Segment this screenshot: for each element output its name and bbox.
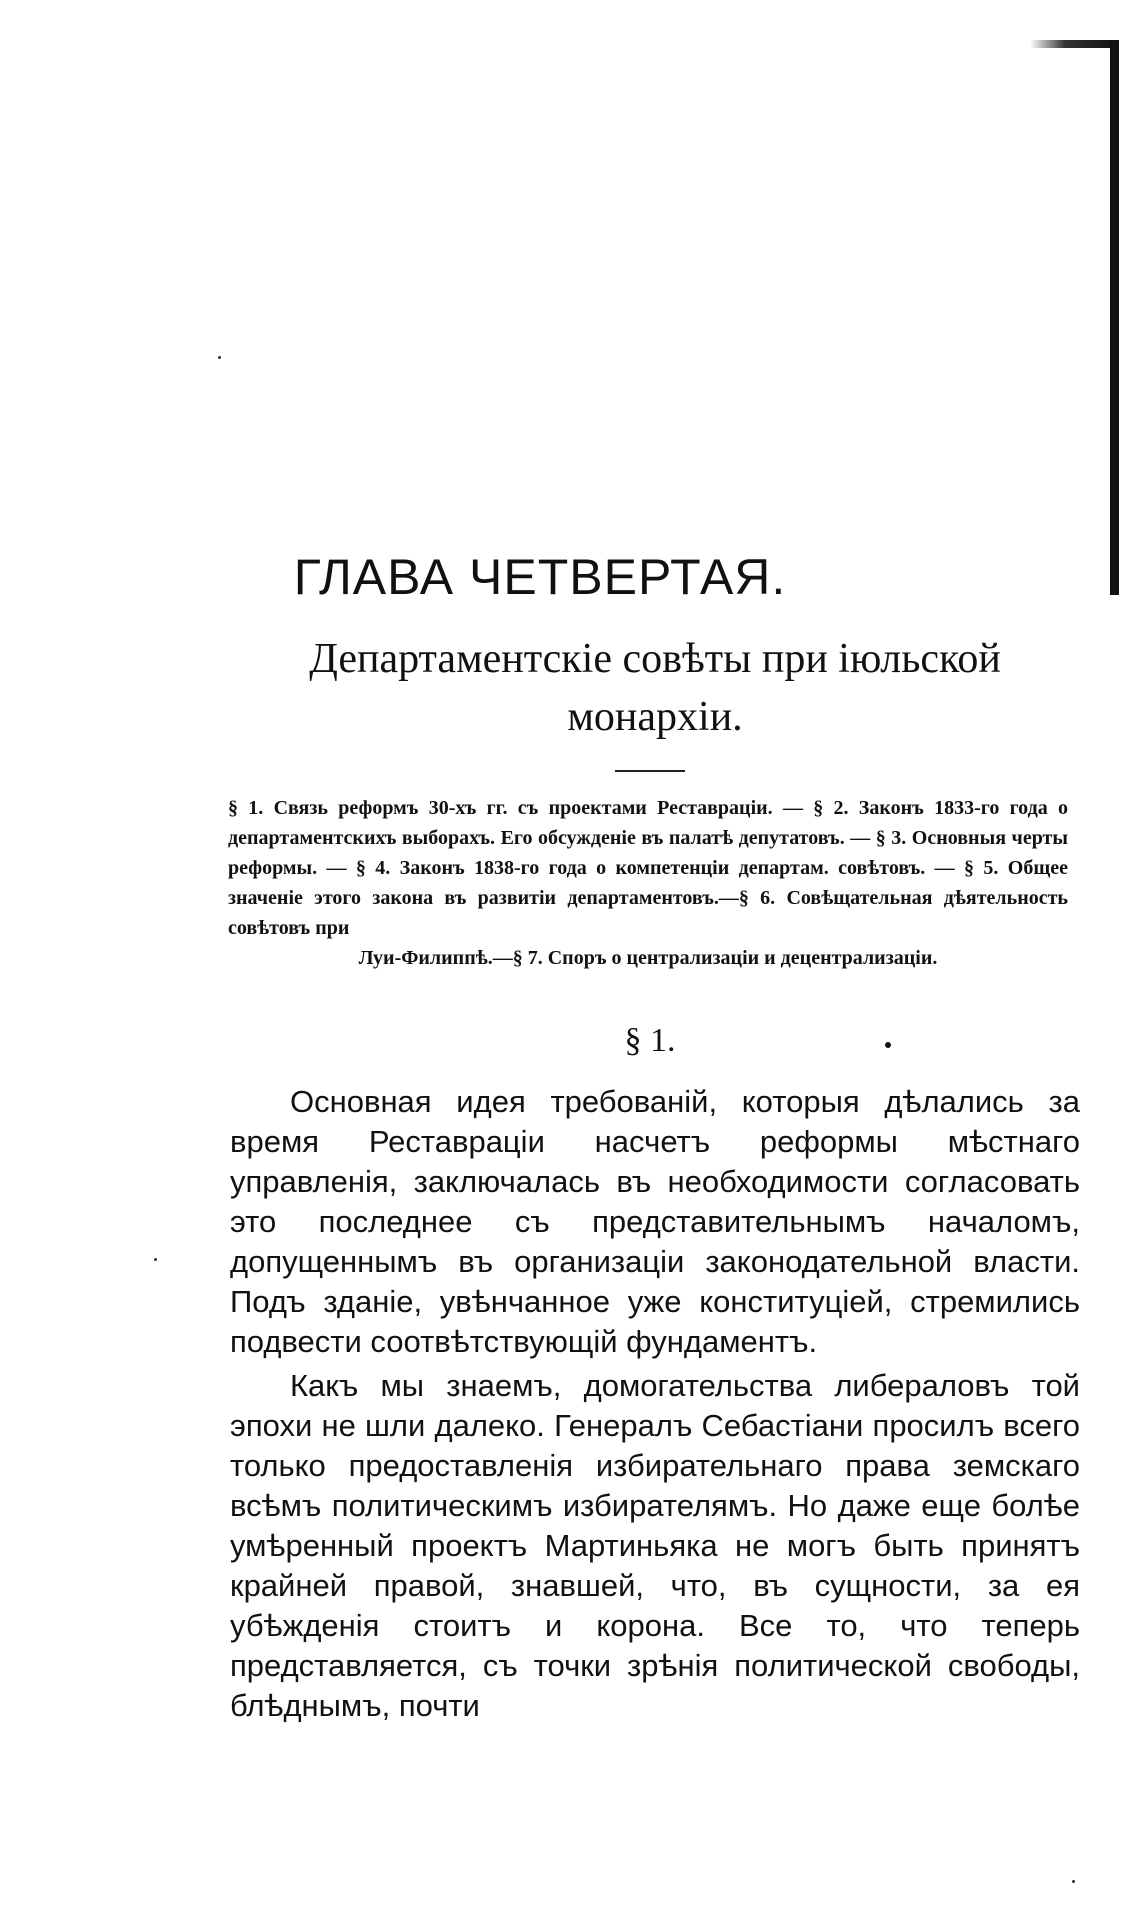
body-text: [230, 1082, 1080, 1726]
scan-edge-top: [1030, 40, 1118, 48]
scan-speck: [1072, 1880, 1075, 1883]
synopsis-last-line: Луи-Филиппѣ.—§ 7. Споръ о централизаціи и децентрализаціи.: [358, 947, 938, 969]
scan-speck: [218, 356, 221, 359]
chapter-synopsis: [228, 793, 1068, 973]
chapter-subtitle: Департаментскіе совѣты при іюльской монархіи.: [309, 636, 1001, 740]
scan-edge-bar: [1110, 40, 1119, 595]
divider-rule: [615, 770, 685, 772]
print-dot: [885, 1042, 891, 1048]
scan-speck: [154, 1258, 157, 1261]
synopsis-text: § 1. Связь реформъ 30-хъ гг. съ проектами Реставраціи. — § 2. Законъ 1833-го года о департаментскихъ выборахъ. Его обсужденіе въ палатѣ депутатовъ. — § 3. Основныя черты реформы. — § 4. Законъ 1838-го года о компетенціи департам. совѣтовъ. — § 5. Общее значеніе этого закона въ развитіи департаментовъ.—§ 6. Совѣщательная дѣятельность совѣтовъ при: [228, 797, 1068, 939]
chapter-title: ГЛАВА ЧЕТВЕРТАЯ.: [293, 549, 787, 605]
paragraph: Основная идея требованій, которыя дѣлались за время Реставраціи насчетъ реформы мѣстнаго управленія, заключалась въ необходимости согласовать это последнее съ представительнымъ началомъ, допущеннымъ въ организаціи законодательной власти. Подъ зданіе, увѣнчанное уже конституціей, стремились подвести соотвѣтствующій фундаментъ.: [230, 1084, 1080, 1359]
section-heading: § 1.: [624, 1022, 676, 1059]
paragraph: Какъ мы знаемъ, домогательства либераловъ той эпохи не шли далеко. Генералъ Себастіани просилъ всего только предоставленія избирательнаго права земскаго всѣмъ политическимъ избирателямъ. Но даже еще болѣе умѣренный проектъ Мартиньяка не могъ быть принятъ крайней правой, знавшей, что, въ сущности, за ея убѣжденія стоитъ и корона. Все то, что теперь представляется, съ точки зрѣнія политической свободы, блѣднымъ, почти: [230, 1368, 1080, 1723]
